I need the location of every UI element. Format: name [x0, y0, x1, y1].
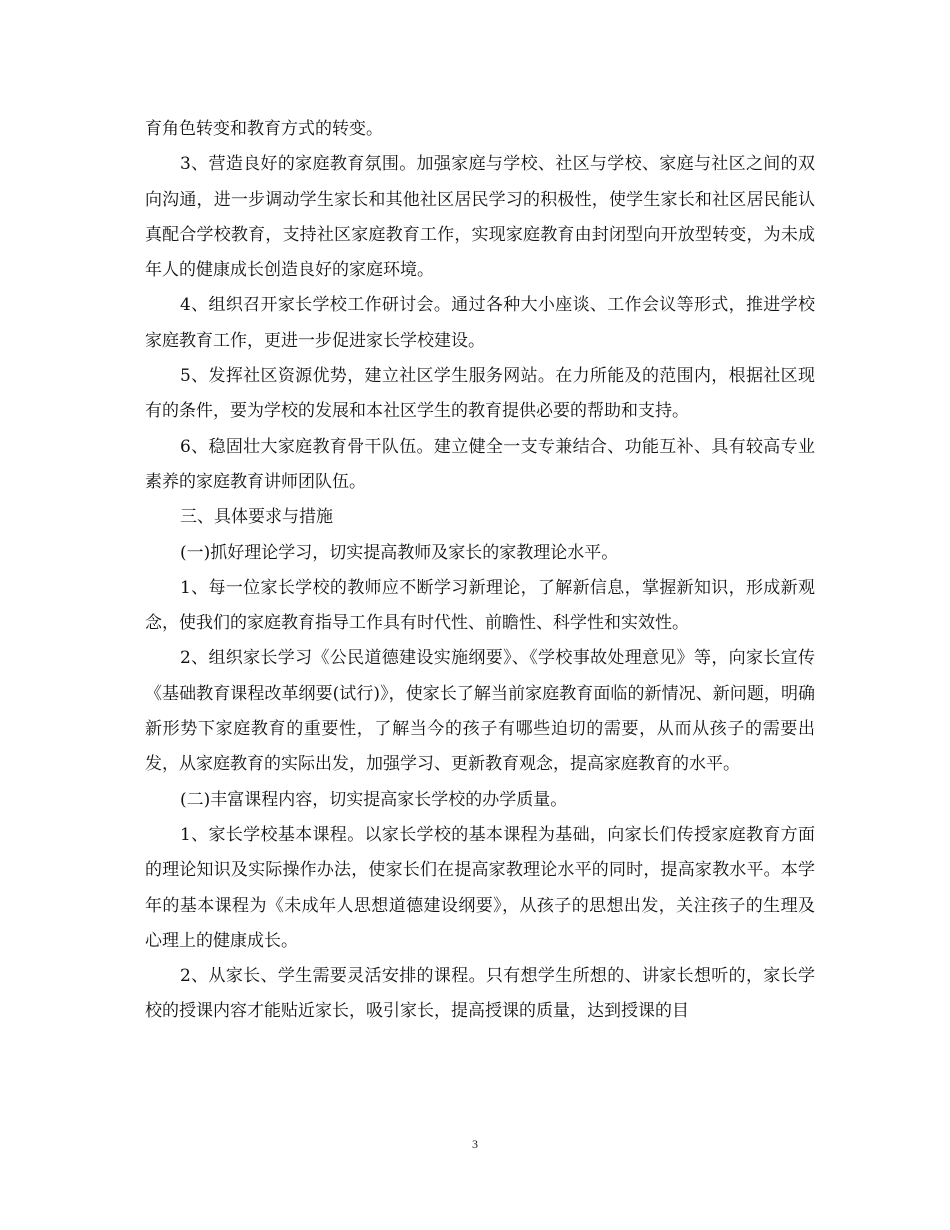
- paragraph-7: 2、组织家长学习《公民道德建设实施纲要》、《学校事故处理意见》等，向家长宣传《基础教育课程改革纲要(试行)》，使家长了解当前家庭教育面临的新情况、新问题，明确新形势下家庭教育的重要性，了解当今的孩子有哪些迫切的需要，从而从孩子的需要出发，从家庭教育的实际出发，加强学习、更新教育观念，提高家庭教育的水平。: [145, 648, 815, 775]
- paragraph-4: 5、发挥社区资源优势，建立社区学生服务网站。在力所能及的范围内，根据社区现有的条件，要为学校的发展和本社区学生的教育提供必要的帮助和支持。: [145, 366, 815, 422]
- subsection-heading-2: (二)丰富课程内容，切实提高家长学校的办学质量。: [180, 789, 568, 810]
- paragraph-5: 6、稳固壮大家庭教育骨干队伍。建立健全一支专兼结合、功能互补、具有较高专业素养的家庭教育讲师团队伍。: [145, 436, 815, 492]
- paragraph-3: 4、组织召开家长学校工作研讨会。通过各种大小座谈、工作会议等形式，推进学校家庭教育工作，更进一步促进家长学校建设。: [145, 295, 815, 351]
- paragraph-2: 3、营造良好的家庭教育氛围。加强家庭与学校、社区与学校、家庭与社区之间的双向沟通，进一步调动学生家长和其他社区居民学习的积极性，使学生家长和社区居民能认真配合学校教育，支持社区家庭教育工作，实现家庭教育由封闭型向开放型转变，为未成年人的健康成长创造良好的家庭环境。: [145, 154, 815, 281]
- paragraph-1: 育角色转变和教育方式的转变。: [145, 119, 383, 139]
- paragraph-8: 1、家长学校基本课程。以家长学校的基本课程为基础，向家长们传授家庭教育方面的理论知识及实际操作办法，使家长们在提高家教理论水平的同时，提高家教水平。本学年的基本课程为《未成年人思想道德建设纲要》，从孩子的思想出发，关注孩子的生理及心理上的健康成长。: [145, 824, 815, 951]
- subsection-heading-1: (一)抓好理论学习，切实提高教师及家长的家教理论水平。: [180, 542, 619, 563]
- document-body: [145, 112, 815, 1030]
- section-heading: 三、具体要求与措施: [180, 507, 333, 528]
- paragraph-9: 2、从家长、学生需要灵活安排的课程。只有想学生所想的、讲家长想听的，家长学校的授课内容才能贴近家长，吸引家长，提高授课的质量，达到授课的目: [145, 966, 815, 1022]
- paragraph-6: 1、每一位家长学校的教师应不断学习新理论，了解新信息，掌握新知识，形成新观念，使我们的家庭教育指导工作具有时代性、前瞻性、科学性和实效性。: [145, 577, 815, 634]
- page-number: 3: [472, 1137, 478, 1151]
